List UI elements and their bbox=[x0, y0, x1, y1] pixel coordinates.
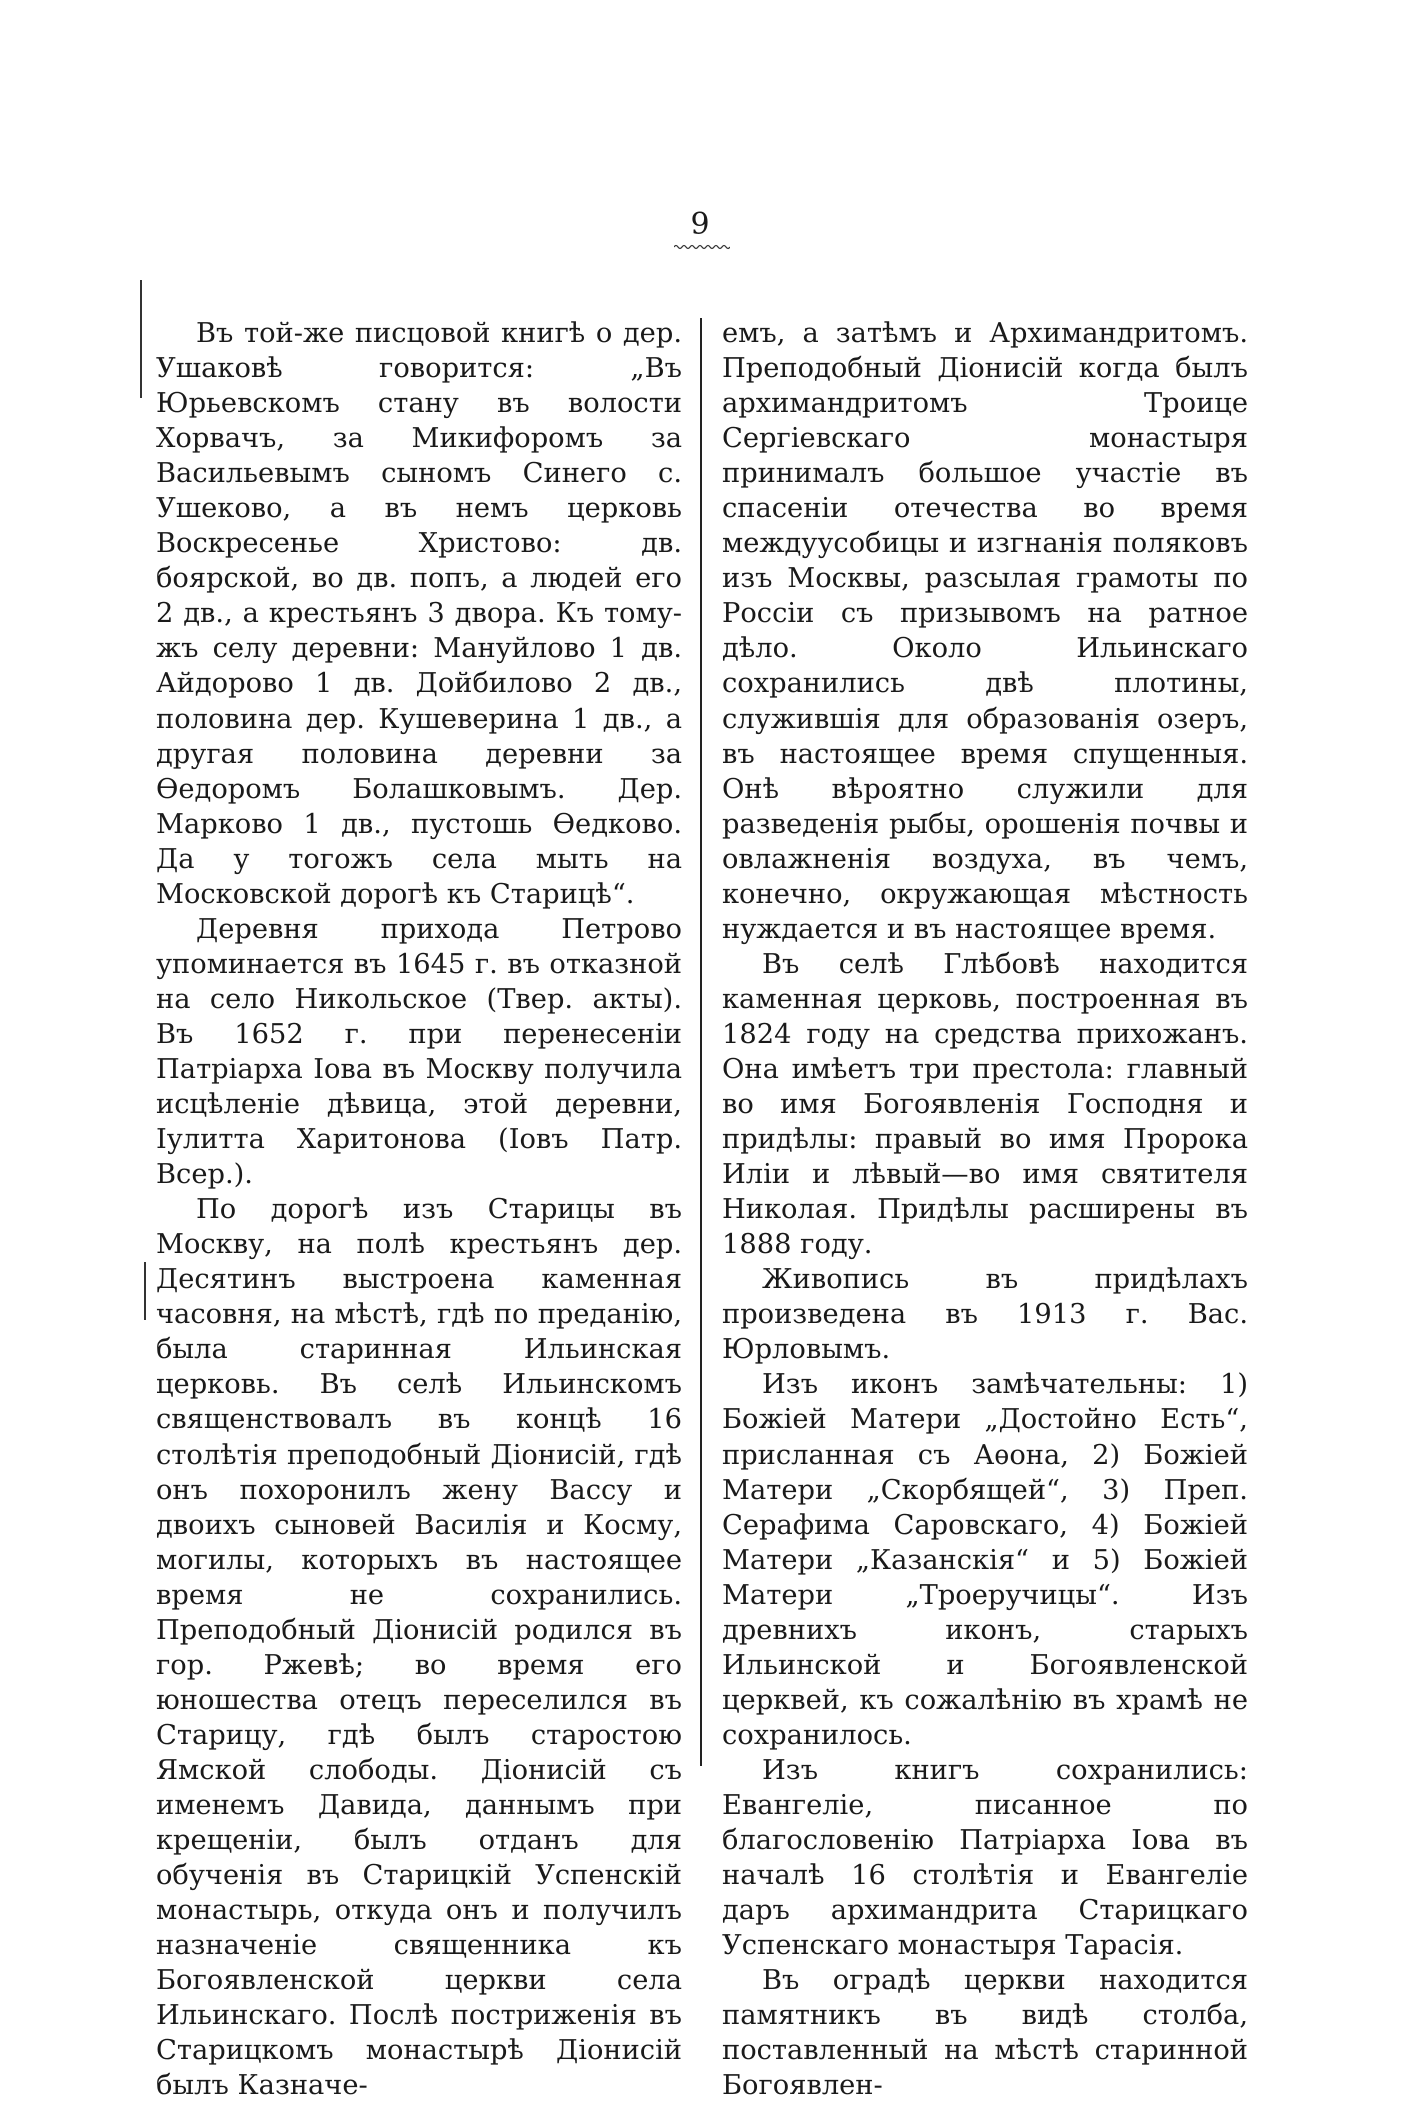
paragraph: Въ той-же писцовой книгѣ о дер. Ушаковѣ говорится: „Въ Юрьевскомъ стану въ волости Хорвачъ, за Микифоромъ за Васильевымъ сыномъ Синего с. Ушеково, а въ немъ церковь Воскресенье Христово: дв. боярской, во дв. попъ, а людей его 2 дв., а крестьянъ 3 двора. Къ тому-жъ селу деревни: Мануйлово 1 дв. Айдорово 1 дв. Дойбилово 2 дв., половина дер. Кушеверина 1 дв., а другая половина деревни за Өедоромъ Болашковымъ. Дер. Марково 1 дв., пустошь Өедково. Да у тогожъ села мыть на Московской дорогѣ къ Старицѣ“. bbox=[156, 318, 682, 910]
paragraph: Изъ книгъ сохранились: Евангеліе, писанное по благословенію Патріарха Іова въ началѣ 16 столѣтія и Евангеліе даръ архимандрита Старицкаго Успенскаго монастыря Тарасія. bbox=[722, 1754, 1248, 1962]
paragraph: Изъ иконъ замѣчательны: 1) Божіей Матери „Достойно Есть“, присланная съ Аѳона, 2) Божіей Матери „Скорбящей“, 3) Преп. Серафима Саровскаго, 4) Божіей Матери „Казанскія“ и 5) Божіей Матери „Троеручицы“. Изъ древнихъ иконъ, старыхъ Ильинской и Богоявленской церквей, къ сожалѣнію въ храмѣ не сохранилось. bbox=[722, 1369, 1248, 1751]
page-number-ornament bbox=[674, 244, 730, 250]
paragraph: Въ оградѣ церкви находится памятникъ въ видѣ столба, поставленный на мѣстѣ старинной Богоявлен- bbox=[722, 1965, 1248, 2102]
margin-rule-mark bbox=[144, 1262, 146, 1320]
paragraph: Живопись въ придѣлахъ произведена въ 1913 г. Вас. Юрловымъ. bbox=[722, 1264, 1248, 1366]
left-column bbox=[156, 316, 682, 2103]
right-column bbox=[722, 316, 1248, 2103]
paragraph: Въ селѣ Глѣбовѣ находится каменная церковь, построенная въ 1824 году на средства прихожанъ. Она имѣетъ три престола: главный во имя Богоявленія Господня и придѣлы: правый во имя Пророка Иліи и лѣвый—во имя святителя Николая. Придѣлы расширены въ 1888 году. bbox=[722, 948, 1248, 1261]
margin-rule-mark bbox=[140, 280, 142, 398]
paragraph-continuation: емъ, а затѣмъ и Архимандритомъ. Преподобный Діонисій когда былъ архимандритомъ Троице Сергіевскаго монастыря принималъ большое участіе въ спасеніи отечества во время междуусобицы и изгнанія поляковъ изъ Москвы, разсылая грамоты по Россіи съ призывомъ на ратное дѣло. Около Ильинскаго сохранились двѣ плотины, служившія для образованія озеръ, въ настоящее время спущенныя. Онѣ вѣроятно служили для разведенія рыбы, орошенія почвы и овлажненія воздуха, въ чемъ, конечно, окружающая мѣстность нуждается и въ настоящее время. bbox=[722, 318, 1248, 945]
column-divider bbox=[700, 318, 702, 1766]
page-number: 9 bbox=[690, 207, 710, 242]
paragraph: По дорогѣ изъ Старицы въ Москву, на полѣ крестьянъ дер. Десятинъ выстроена каменная часовня, на мѣстѣ, гдѣ по преданію, была старинная Ильинская церковь. Въ селѣ Ильинскомъ священствовалъ въ концѣ 16 столѣтія преподобный Діонисій, гдѣ онъ похоронилъ жену Вассу и двоихъ сыновей Василія и Косму, могилы, которыхъ въ настоящее время не сохранились. Преподобный Діонисій родился въ гор. Ржевѣ; во время его юношества отецъ переселился въ Старицу, гдѣ былъ старостою Ямской слободы. Діонисій съ именемъ Давида, даннымъ при крещеніи, былъ отданъ для обученія въ Старицкій Успенскій монастырь, откуда онъ и получилъ назначеніе священника къ Богоявленской церкви села Ильинскаго. Послѣ постриженія въ Старицкомъ монастырѣ Діонисій былъ Казначе- bbox=[156, 1194, 682, 2102]
paragraph: Деревня прихода Петрово упоминается въ 1645 г. въ отказной на село Никольское (Твер. акты). Въ 1652 г. при перенесеніи Патріарха Іова въ Москву получила исцѣленіе дѣвица, этой деревни, Іулитта Харитонова (Іовъ Патр. Всер.). bbox=[156, 913, 682, 1191]
